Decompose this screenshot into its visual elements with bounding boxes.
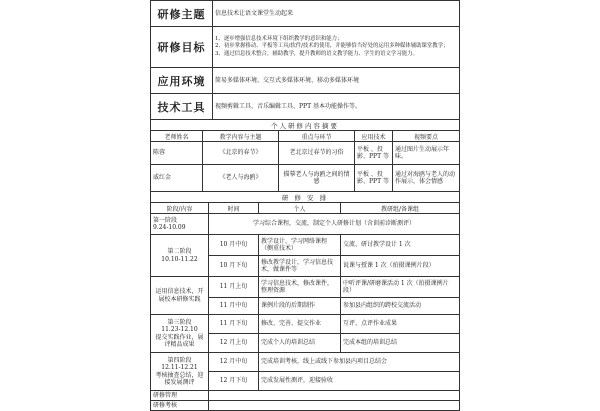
goal-item: 1、逐步增强信息技术环境下组织教学的意识和能力； [215, 35, 343, 42]
schedule-time: 12 月上旬 [209, 334, 259, 353]
assessment-label: 研修考核 [151, 401, 209, 411]
teacher-video: 通过图片生动展示年味。 [393, 142, 460, 165]
management-label: 研修管理 [151, 391, 209, 401]
schedule-text: 完成培训考核，线上或线下参加县内项目总结会 [259, 353, 460, 372]
phase3-label: 第三阶段 11.23-12.10 提交实践作业，展评精品成果 [151, 315, 209, 353]
header-group: 教研组/备课组 [341, 203, 460, 214]
goal-label: 研修目标 [151, 27, 213, 68]
personal-summary-table [150, 119, 460, 192]
topic-row [151, 1, 460, 27]
personal-summary-banner: 个人研修内容摘要 [151, 120, 460, 131]
personal-header-row [151, 131, 460, 142]
header-time: 时间 [209, 203, 259, 214]
schedule-time: 12 月中旬 [209, 353, 259, 372]
assessment-row [151, 401, 460, 411]
tools-row [151, 94, 460, 120]
schedule-person: 完成个人的培训总结 [259, 334, 341, 353]
teacher-name: 陈蓉 [151, 142, 203, 165]
schedule-header-row [151, 203, 460, 214]
schedule-person: 教学设计、学习网络课程（侧重技术） [259, 235, 341, 256]
schedule-group: 交流、研讨教学设计 1 次 [341, 235, 460, 256]
header-teacher: 老师姓名 [151, 131, 203, 142]
teacher-row [151, 165, 460, 192]
schedule-group: 中听评课/研磨课活动 1 次（拍摄课例片段） [341, 277, 460, 298]
header-person: 个人 [259, 203, 341, 214]
env-row [151, 68, 460, 94]
overview-table [150, 0, 460, 120]
header-phase: 阶段/内容 [151, 203, 209, 214]
header-focus: 重点与环节 [279, 131, 355, 142]
goal-item: 3、通过信息技术整合，辅助教学，提升教师的语文教学能力、学生的语文学习能力。 [215, 50, 418, 57]
phase2-label: 第二阶段 10.10-11.22 [151, 235, 209, 277]
teacher-tech: 平板 、投影、PPT 等 [355, 142, 393, 165]
teacher-content: 《北京的春节》 [203, 142, 279, 165]
schedule-time: 11 月中旬 [209, 298, 259, 315]
schedule-person: 修改、完善、提交作业 [259, 315, 341, 334]
phase2-row [151, 235, 460, 256]
header-video: 视频要点 [393, 131, 460, 142]
phase4-label: 第四阶段 12.11-12.21 考核抽查总结，迎接发展测评 [151, 353, 209, 391]
schedule-text: 完成发展性测评，迎接验收 [259, 372, 460, 391]
header-tech: 应用技术 [355, 131, 393, 142]
schedule-person: 课例片段的后期制作 [259, 298, 341, 315]
env-value: 简易多媒体环境、交互式多媒体环境、移动多媒体环境 [213, 68, 460, 94]
schedule-group: 说课与授课 1 次（拍摄课例片段） [341, 256, 460, 277]
topic-value: 信息技术让语文课堂生动起来 [213, 1, 460, 27]
schedule-table [150, 191, 460, 411]
topic-label: 研修主题 [151, 1, 213, 27]
schedule-group: 互评、点评作业成果 [341, 315, 460, 334]
teacher-name: 戚红金 [151, 165, 203, 192]
management-row [151, 391, 460, 401]
training-plan-document [150, 0, 460, 409]
phase4-row [151, 353, 460, 372]
teacher-focus: 描摹老人与海鸥之间的情感 [279, 165, 355, 192]
tools-label: 技术工具 [151, 94, 213, 120]
goal-row [151, 27, 460, 68]
schedule-time: 12 月下旬 [209, 372, 259, 391]
teacher-focus: 老北京过春节的习俗 [279, 142, 355, 165]
teacher-content: 《老人与海鸥》 [203, 165, 279, 192]
teacher-row [151, 142, 460, 165]
schedule-group: 完成本组的培训总结 [341, 334, 460, 353]
assessment-value [209, 401, 460, 411]
schedule-group: 参加县内组织的跨校交流活动 [341, 298, 460, 315]
schedule-banner: 研 修 安 排 [151, 192, 460, 203]
phase3-row [151, 315, 460, 334]
schedule-time: 10 月中旬 [209, 235, 259, 256]
phase1-text: 学习综合课程，交流，制定个人研修计划（含训前诊断测评） [209, 214, 460, 235]
schedule-time: 10 月下旬 [209, 256, 259, 277]
teacher-tech: 平板 、投影、PPT 等 [355, 165, 393, 192]
phase2-row [151, 277, 460, 298]
phase1-label: 第一阶段 9.24-10.09 [151, 214, 209, 235]
tools-value: 视频剪辑工具、音乐编辑工具、PPT 基本功能操作等。 [213, 94, 460, 120]
phase1-row [151, 214, 460, 235]
phase2-extra: 运用信息技术，开展校本研修实践 [151, 277, 209, 315]
teacher-video: 通过对海鸥与老人的动作展示，体会情感 [393, 165, 460, 192]
schedule-time: 11 月上旬 [209, 277, 259, 298]
header-content: 教学内容与主题 [203, 131, 279, 142]
schedule-person: 修改教学设计，学习信息技术，做课件等 [259, 256, 341, 277]
goal-item: 2、初步掌握移动、平板等工具/软件/技术的使用，并能够恰当好处的运用多种媒体辅助课堂教学； [215, 43, 449, 50]
management-value [209, 391, 460, 401]
schedule-time: 11 月下旬 [209, 315, 259, 334]
env-label: 应用环境 [151, 68, 213, 94]
goal-list [213, 27, 460, 68]
schedule-person: 学习信息技术，修改课件，整理资源 [259, 277, 341, 298]
